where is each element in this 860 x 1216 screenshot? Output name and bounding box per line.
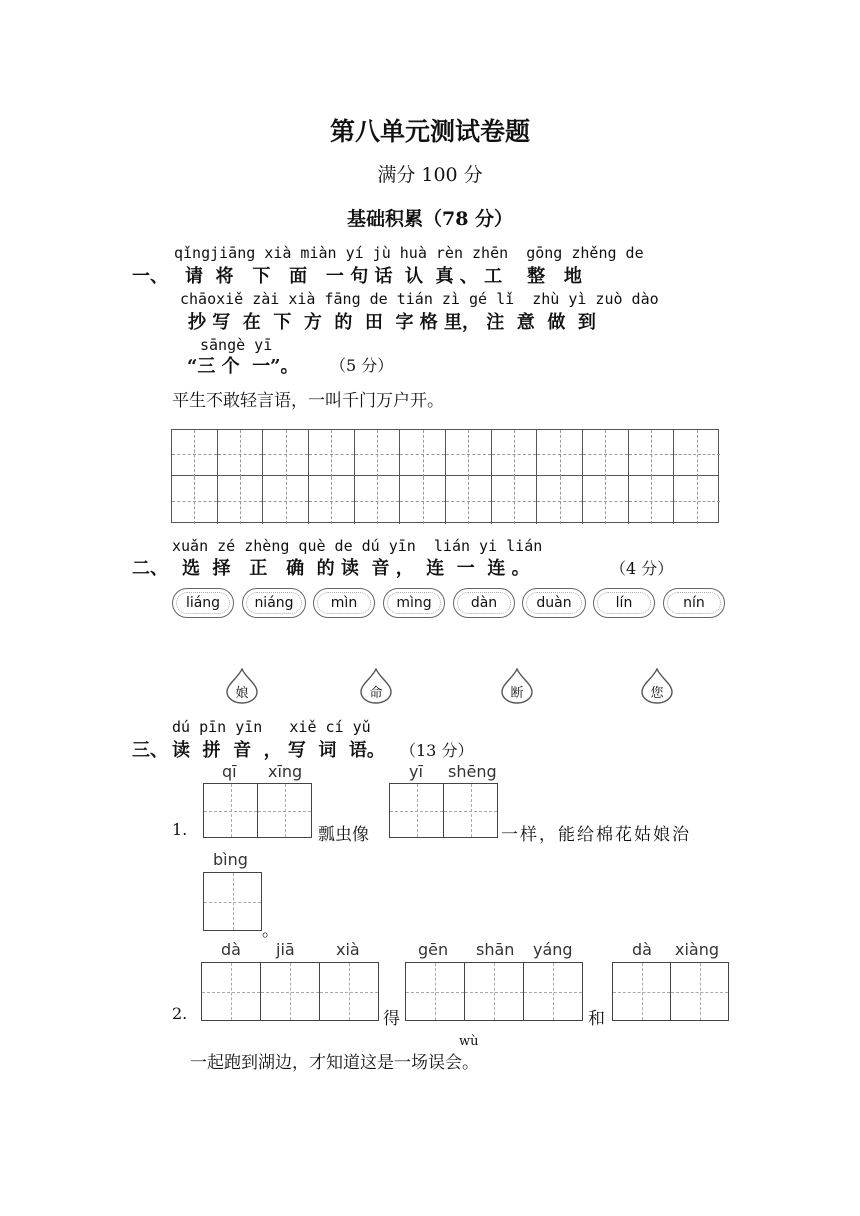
answer-box[interactable] bbox=[670, 962, 729, 1021]
item2-pinyin-wu: wù bbox=[459, 1034, 479, 1049]
grid-cell[interactable] bbox=[218, 430, 264, 477]
syllable-option[interactable]: liáng bbox=[172, 588, 234, 618]
grid-guide-line bbox=[286, 430, 287, 477]
item1-pinyin: xīng bbox=[268, 762, 303, 781]
grid-cell[interactable] bbox=[309, 430, 355, 477]
grid-cell[interactable] bbox=[263, 430, 309, 477]
grid-cell[interactable] bbox=[583, 430, 629, 477]
q1-pinyin-line2: chāoxiě zài xià fāng de tián zì gé lǐ zhù yì zuò dào bbox=[180, 290, 659, 308]
q1-number: 一、 bbox=[132, 266, 168, 287]
grid-guide-line bbox=[377, 430, 378, 477]
syllable-option[interactable]: duàn bbox=[522, 588, 586, 618]
page-title: 第八单元测试卷题 bbox=[329, 117, 530, 146]
grid-guide-line bbox=[286, 477, 287, 524]
syllable-option[interactable]: dàn bbox=[453, 588, 515, 618]
answer-box[interactable] bbox=[257, 783, 312, 838]
item2-pinyin: shān bbox=[476, 940, 515, 959]
grid-guide-line bbox=[514, 477, 515, 524]
grid-guide-line bbox=[423, 477, 424, 524]
answer-box[interactable] bbox=[464, 962, 524, 1021]
grid-cell[interactable] bbox=[492, 477, 538, 524]
grid-guide-line bbox=[651, 430, 652, 477]
grid-cell[interactable] bbox=[172, 477, 218, 524]
answer-box[interactable] bbox=[260, 962, 320, 1021]
grid-cell[interactable] bbox=[263, 477, 309, 524]
item1-pinyin: yī bbox=[409, 762, 423, 781]
item2-pinyin: dà bbox=[632, 940, 652, 959]
char-drop-label: 命 bbox=[369, 686, 383, 701]
grid-cell[interactable] bbox=[355, 430, 401, 477]
grid-guide-line bbox=[331, 477, 332, 524]
char-drop[interactable] bbox=[225, 668, 259, 704]
grid-cell[interactable] bbox=[674, 477, 720, 524]
item2-pinyin: jiā bbox=[276, 940, 295, 959]
grid-guide-line bbox=[240, 430, 241, 477]
grid-guide-line bbox=[194, 477, 195, 524]
char-drop[interactable] bbox=[500, 668, 534, 704]
item1-text-a: 瓢虫像 bbox=[318, 825, 369, 845]
q1-text-line3: “三 个 一”。 bbox=[187, 356, 299, 377]
writing-grid[interactable] bbox=[171, 429, 719, 523]
syllable-option[interactable]: lín bbox=[593, 588, 655, 618]
answer-box[interactable] bbox=[523, 962, 583, 1021]
item2-tail: 一起跑到湖边，才知道这是一场误会。 bbox=[190, 1053, 479, 1073]
grid-guide-line bbox=[423, 430, 424, 477]
section-title: 基础积累（78 分） bbox=[346, 208, 514, 230]
char-drop-label: 断 bbox=[510, 686, 524, 701]
grid-cell[interactable] bbox=[492, 430, 538, 477]
item2-pinyin: dà bbox=[221, 940, 241, 959]
char-drop-label: 娘 bbox=[235, 686, 249, 701]
grid-cell[interactable] bbox=[218, 477, 264, 524]
item1-pinyin: shēng bbox=[448, 762, 497, 781]
syllable-option[interactable]: mìn bbox=[313, 588, 375, 618]
answer-box[interactable] bbox=[319, 962, 379, 1021]
grid-guide-line bbox=[468, 430, 469, 477]
grid-cell[interactable] bbox=[172, 430, 218, 477]
q1-pinyin-line1: qǐngjiāng xià miàn yí jù huà rèn zhēn gōng zhěng de bbox=[174, 244, 644, 262]
answer-box[interactable] bbox=[405, 962, 465, 1021]
q3-pinyin: dú pīn yīn xiě cí yǔ bbox=[172, 718, 371, 736]
grid-guide-line bbox=[560, 430, 561, 477]
q3-text: 读 拼 音 ， 写 词 语。 bbox=[172, 740, 385, 761]
item2-text-b: 和 bbox=[588, 1009, 605, 1029]
syllable-option[interactable]: mìng bbox=[383, 588, 445, 618]
page-subtitle: 满分 100 分 bbox=[377, 164, 483, 186]
q1-score: （5 分） bbox=[330, 356, 394, 375]
q1-sentence: 平生不敢轻言语，一叫千门万户开。 bbox=[172, 391, 444, 411]
answer-box[interactable] bbox=[389, 783, 444, 838]
grid-cell[interactable] bbox=[537, 477, 583, 524]
q1-pinyin-line3: sāngè yī bbox=[200, 336, 273, 354]
q1-text-line1: 请 将 下 面 一 句 话 认 真 、 工 整 地 bbox=[185, 266, 582, 287]
answer-box[interactable] bbox=[203, 872, 262, 931]
grid-guide-line bbox=[651, 477, 652, 524]
q1-text-line2: 抄 写 在 下 方 的 田 字 格 里， 注 意 做 到 bbox=[188, 312, 596, 333]
grid-guide-line bbox=[605, 430, 606, 477]
grid-cell[interactable] bbox=[629, 430, 675, 477]
item1-end: 。 bbox=[262, 921, 279, 941]
grid-guide-line bbox=[697, 477, 698, 524]
grid-cell[interactable] bbox=[674, 430, 720, 477]
item1-number: 1. bbox=[172, 820, 188, 839]
grid-cell[interactable] bbox=[629, 477, 675, 524]
syllable-option[interactable]: niáng bbox=[242, 588, 306, 618]
item2-pinyin: xiàng bbox=[675, 940, 720, 959]
grid-cell[interactable] bbox=[400, 477, 446, 524]
grid-cell[interactable] bbox=[446, 430, 492, 477]
grid-guide-line bbox=[514, 430, 515, 477]
q2-number: 二、 bbox=[132, 558, 168, 579]
grid-cell[interactable] bbox=[309, 477, 355, 524]
q2-text: 选 择 正 确 的 读 音 ， 连 一 连 。 bbox=[182, 558, 530, 579]
grid-guide-line bbox=[240, 477, 241, 524]
char-drop-label: 您 bbox=[650, 686, 664, 701]
q3-score: （13 分） bbox=[400, 741, 474, 760]
item1-text-b: 一样，能给棉花姑娘治 bbox=[501, 825, 691, 845]
grid-cell[interactable] bbox=[583, 477, 629, 524]
grid-guide-line bbox=[468, 477, 469, 524]
grid-cell[interactable] bbox=[355, 477, 401, 524]
grid-cell[interactable] bbox=[537, 430, 583, 477]
item2-pinyin: gēn bbox=[418, 940, 449, 959]
grid-cell[interactable] bbox=[446, 477, 492, 524]
grid-guide-line bbox=[697, 430, 698, 477]
syllable-option[interactable]: nín bbox=[663, 588, 725, 618]
item2-pinyin: xià bbox=[336, 940, 360, 959]
item2-text-a: 得 bbox=[383, 1009, 400, 1029]
item2-number: 2. bbox=[172, 1004, 188, 1023]
answer-box[interactable] bbox=[203, 783, 258, 838]
q2-pinyin: xuǎn zé zhèng què de dú yīn lián yi lián bbox=[172, 537, 543, 555]
char-drop[interactable] bbox=[359, 668, 393, 704]
grid-guide-line bbox=[331, 430, 332, 477]
q3-number: 三、 bbox=[132, 740, 168, 761]
answer-box[interactable] bbox=[201, 962, 261, 1021]
item1-pinyin: bìng bbox=[213, 850, 248, 869]
grid-guide-line bbox=[560, 477, 561, 524]
item1-pinyin: qī bbox=[222, 762, 237, 781]
answer-box[interactable] bbox=[443, 783, 498, 838]
grid-guide-line bbox=[377, 477, 378, 524]
grid-guide-line bbox=[194, 430, 195, 477]
q2-score: （4 分） bbox=[610, 559, 674, 578]
item2-pinyin: yáng bbox=[533, 940, 573, 959]
grid-guide-line bbox=[605, 477, 606, 524]
grid-cell[interactable] bbox=[400, 430, 446, 477]
answer-box[interactable] bbox=[612, 962, 671, 1021]
char-drop[interactable] bbox=[640, 668, 674, 704]
